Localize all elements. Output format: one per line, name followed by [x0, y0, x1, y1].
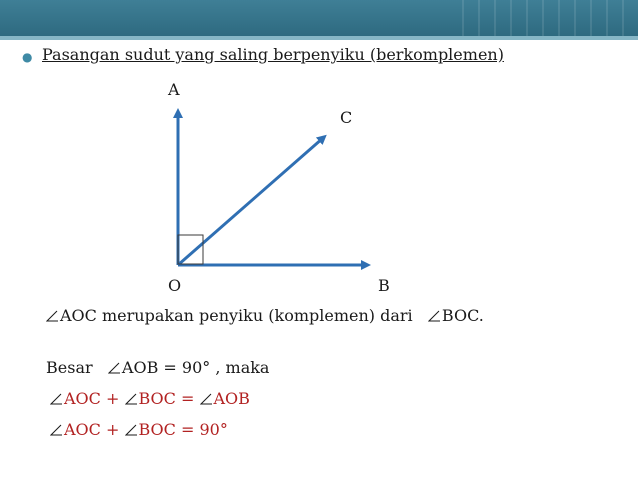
label-b: B — [378, 276, 390, 295]
bullet-icon: ● — [22, 50, 33, 64]
label-o: O — [168, 276, 182, 295]
sum-aoc: AOC + — [64, 389, 120, 408]
heading: Pasangan sudut yang saling berpenyiku (berkomplemen) — [42, 45, 504, 64]
angle-icon — [108, 362, 120, 374]
angle-icon — [125, 393, 137, 405]
besar-text: Besar — [46, 358, 93, 377]
result-boc: BOC = 90° — [138, 420, 228, 439]
statement-end: BOC. — [441, 306, 484, 325]
line-sum — [50, 389, 250, 408]
angle-icon — [428, 310, 440, 322]
angle-icon — [125, 424, 137, 436]
result-aoc: AOC + — [64, 420, 120, 439]
angle-icon — [50, 393, 62, 405]
label-a: A — [168, 80, 180, 99]
angle-icon — [200, 393, 212, 405]
statement-text: AOC merupakan penyiku (komplemen) dari — [60, 306, 413, 325]
line-result — [50, 420, 228, 439]
aob-equation: AOB = 90° , maka — [121, 358, 270, 377]
statement-line — [46, 306, 484, 325]
label-c: C — [340, 108, 353, 127]
line-besar — [46, 358, 269, 377]
sum-aob: AOB — [213, 389, 250, 408]
ray-oc — [178, 138, 323, 265]
right-angle-marker — [178, 235, 203, 264]
angle-icon — [50, 424, 62, 436]
angle-icon — [46, 310, 58, 322]
sum-boc: BOC = — [138, 389, 195, 408]
